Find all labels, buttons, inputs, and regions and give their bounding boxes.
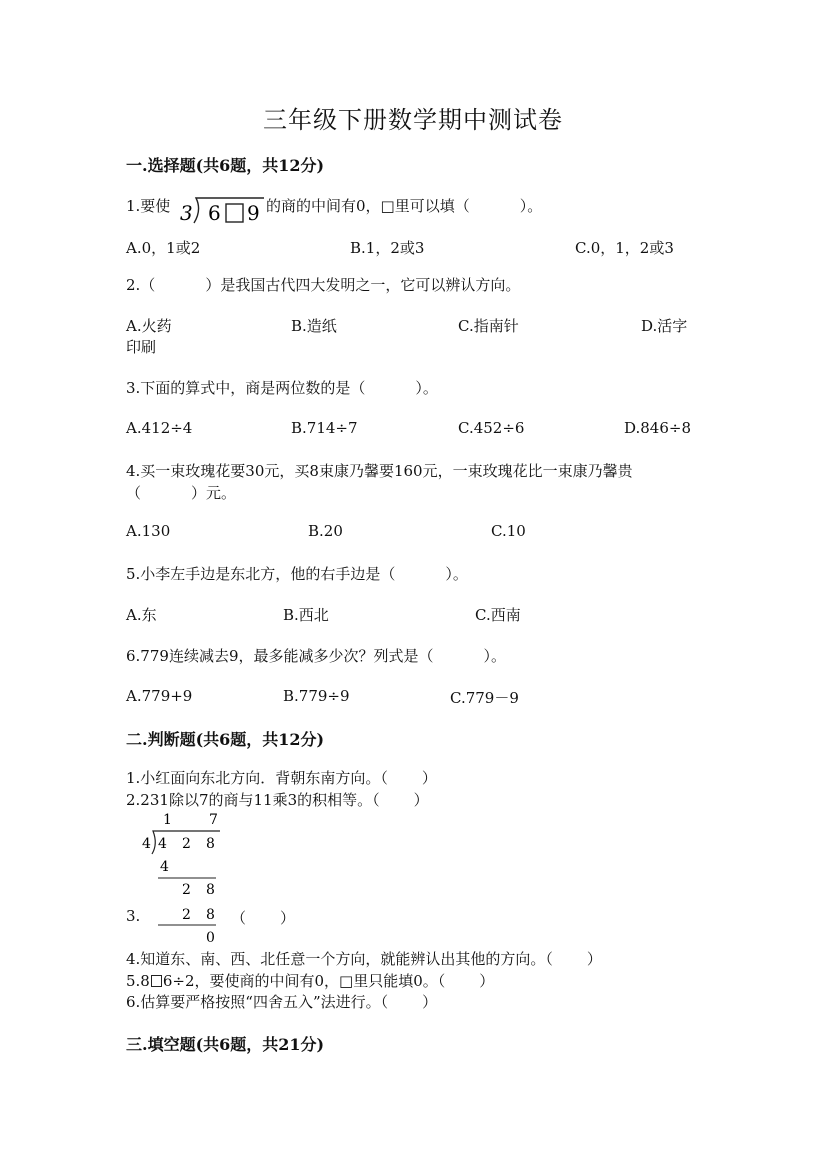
option-6a: A.779+9 xyxy=(126,687,193,705)
ld-step2-1: 2 xyxy=(182,907,191,923)
ld-dividend-3: 8 xyxy=(206,836,215,852)
option-1b: B.1，2或3 xyxy=(350,239,425,257)
section-heading-choice: 一.选择题(共6题，共12分) xyxy=(126,156,325,175)
question-1-post: 的商的中间有0，□里可以填（ xyxy=(266,197,470,215)
ld-step2-2: 8 xyxy=(206,907,215,923)
question-6-pre: 6.779连续减去9，最多能减多少次？列式是（ xyxy=(126,647,434,665)
ld-remainder-2: 8 xyxy=(206,882,215,898)
option-1c: C.0，1，2或3 xyxy=(575,239,674,257)
judge-4-text: 4.知道东、南、西、北任意一个方向，就能辨认出其他的方向。（ xyxy=(126,950,553,968)
option-2d: D.活字 xyxy=(641,317,688,335)
option-5c: C.西南 xyxy=(475,606,521,624)
question-3-post: ）。 xyxy=(415,379,438,397)
option-4c: C.10 xyxy=(491,522,526,540)
judge-3-close: ） xyxy=(280,909,296,927)
question-3-pre: 3.下面的算式中，商是两位数的是（ xyxy=(126,379,366,397)
long-division-figure xyxy=(138,808,228,948)
judge-5-pre: 5.8 xyxy=(126,972,150,990)
question-1-stem xyxy=(266,195,542,216)
division-figure-divisor: 3 xyxy=(180,201,193,225)
question-1 xyxy=(126,195,170,216)
option-3b: B.714÷7 xyxy=(291,419,358,437)
page-title: 三年级下册数学期中测试卷 xyxy=(263,106,563,134)
question-2 xyxy=(126,274,520,295)
ld-final: 0 xyxy=(206,930,215,946)
option-3a: A.412÷4 xyxy=(126,419,193,437)
ld-remainder-1: 2 xyxy=(182,882,191,898)
option-4b: B.20 xyxy=(308,522,343,540)
question-5 xyxy=(126,563,468,584)
option-3c: C.452÷6 xyxy=(458,419,525,437)
judge-6-close: ） xyxy=(422,993,438,1011)
option-2d-wrap: 印刷 xyxy=(126,338,157,356)
judge-1 xyxy=(126,767,437,788)
judge-2-text: 2.231除以7的商与11乘3的积相等。（ xyxy=(126,791,380,809)
option-6b: B.779÷9 xyxy=(283,687,350,705)
ld-divisor: 4 xyxy=(142,836,151,852)
judge-1-text: 1.小红面向东北方向．背朝东南方向。（ xyxy=(126,769,388,787)
question-5-pre: 5.小李左手边是东北方，他的右手边是（ xyxy=(126,565,396,583)
placeholder-box xyxy=(151,975,162,987)
judge-1-close: ） xyxy=(421,769,437,787)
option-3d: D.846÷8 xyxy=(624,419,692,437)
judge-4-close: ） xyxy=(586,950,602,968)
option-6c: C.779－9 xyxy=(450,689,519,707)
question-2-post: ）是我国古代四大发明之一，它可以辨认方向。 xyxy=(205,276,521,294)
question-1-pre: 1.要使 xyxy=(126,197,171,215)
question-4-line2 xyxy=(126,482,236,503)
judge-2 xyxy=(126,789,429,810)
ld-dividend-1: 4 xyxy=(158,836,167,852)
judge-5-close: ） xyxy=(479,972,495,990)
judge-2-close: ） xyxy=(413,791,429,809)
ld-quotient-1: 1 xyxy=(163,812,172,828)
question-3 xyxy=(126,377,438,398)
ld-step1: 4 xyxy=(160,859,169,875)
judge-3-open: （ xyxy=(231,909,247,927)
division-figure xyxy=(176,190,266,228)
option-4a: A.130 xyxy=(126,522,171,540)
question-2-pre: 2.（ xyxy=(126,276,156,294)
judge-6-text: 6.估算要严格按照“四舍五入”法进行。（ xyxy=(126,993,389,1011)
question-4-line1: 4.买一束玫瑰花要30元，买8束康乃馨要160元，一束玫瑰花比一束康乃馨贵 xyxy=(126,462,633,480)
judge-5-post: 6÷2，要使商的中间有0，□里只能填0。（ xyxy=(162,972,446,990)
division-figure-digit1: 6 xyxy=(208,201,221,225)
judge-3 xyxy=(231,907,295,928)
ld-dividend-2: 2 xyxy=(182,836,191,852)
section-heading-judge: 二.判断题(共6题，共12分) xyxy=(126,730,325,749)
option-5a: A.东 xyxy=(126,606,157,624)
question-6 xyxy=(126,645,506,666)
judge-4 xyxy=(126,948,602,969)
question-4-post: ）元。 xyxy=(191,484,237,502)
section-heading-fill: 三.填空题(共6题，共21分) xyxy=(126,1035,325,1054)
question-5-post: ）。 xyxy=(445,565,468,583)
option-2a: A.火药 xyxy=(126,317,172,335)
division-figure-digit3: 9 xyxy=(247,201,260,225)
option-1a: A.0，1或2 xyxy=(126,239,201,257)
question-4-pre: （ xyxy=(126,484,142,502)
question-1-end: ）。 xyxy=(519,197,543,215)
ld-quotient-2: 7 xyxy=(209,812,218,828)
judge-3-number: 3. xyxy=(126,907,141,925)
option-5b: B.西北 xyxy=(283,606,329,624)
option-2c: C.指南针 xyxy=(458,317,519,335)
judge-6 xyxy=(126,991,437,1012)
option-2b: B.造纸 xyxy=(291,317,337,335)
question-6-post: ）。 xyxy=(483,647,507,665)
division-figure-box xyxy=(226,204,243,222)
judge-5 xyxy=(126,970,494,991)
